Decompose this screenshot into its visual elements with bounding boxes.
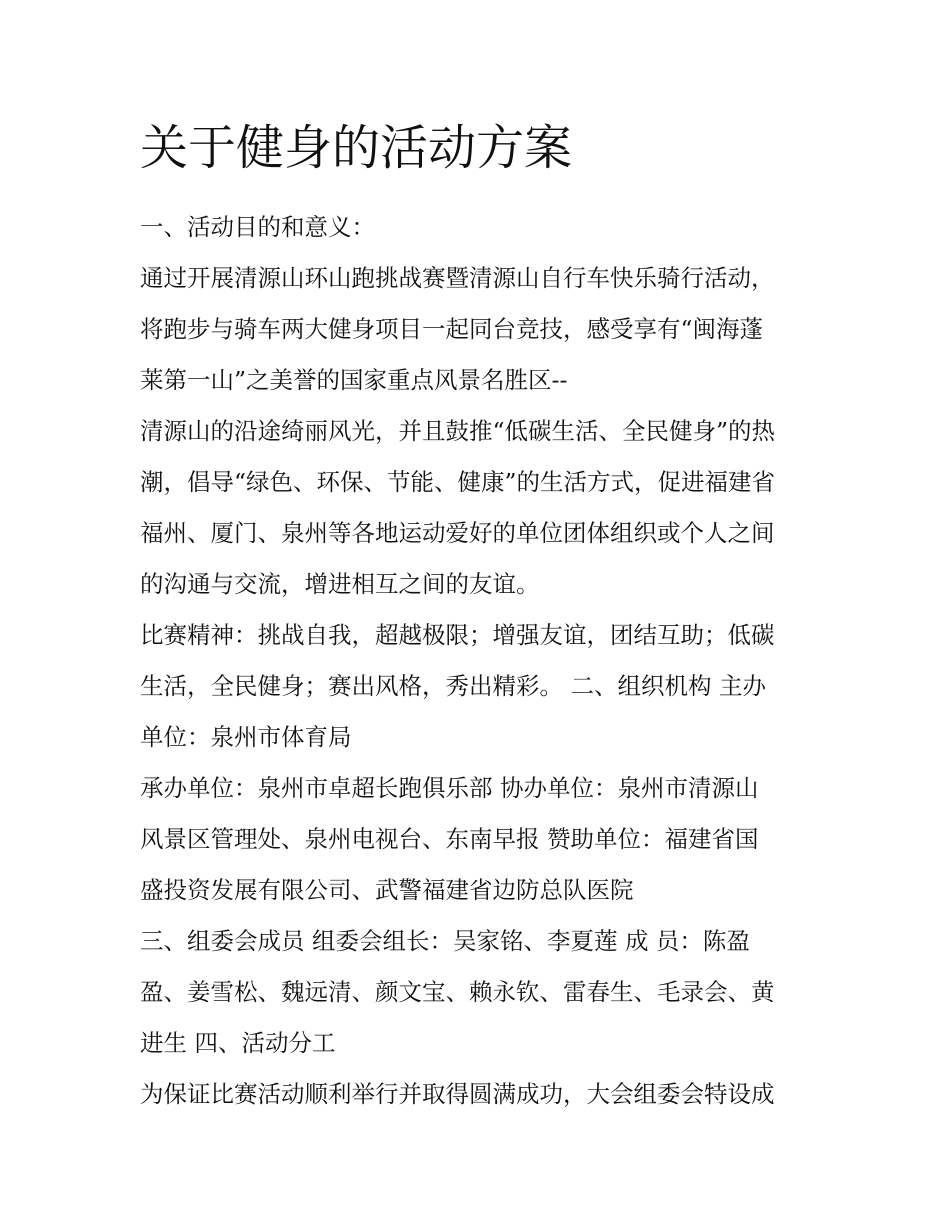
text-line: 将跑步与骑车两大健身项目一起同台竞技，感受享有“闽海蓬 bbox=[140, 315, 764, 343]
text-line: 通过开展清源山环山跑挑战赛暨清源山自行车快乐骑行活动， bbox=[140, 264, 775, 292]
text-line: 潮，倡导“绿色、环保、节能、健康”的生活方式，促进福建省 bbox=[140, 468, 776, 496]
text-line: 生活，全民健身；赛出风格，秀出精彩。 二、组织机构 主办 bbox=[140, 672, 766, 700]
text-line: 的沟通与交流，增进相互之间的友谊。 bbox=[140, 570, 540, 598]
text-line: 三、组委会成员 组委会组长：吴家铭、李夏莲 成 员：陈盈 bbox=[140, 927, 750, 955]
text-line: 为保证比赛活动顺利举行并取得圆满成功，大会组委会特设成 bbox=[140, 1080, 775, 1108]
text-line: 福州、厦门、泉州等各地运动爱好的单位团体组织或个人之间 bbox=[140, 519, 775, 547]
text-line: 一、活动目的和意义： bbox=[140, 213, 375, 241]
text-line: 比赛精神：挑战自我，超越极限；增强友谊，团结互助；低碳 bbox=[140, 621, 775, 649]
text-line: 盛投资发展有限公司、武警福建省边防总队医院 bbox=[140, 876, 634, 904]
text-line: 进生 四、活动分工 bbox=[140, 1029, 336, 1057]
text-line: 承办单位：泉州市卓超长跑俱乐部 协办单位：泉州市清源山 bbox=[140, 774, 759, 802]
text-line: 风景区管理处、泉州电视台、东南早报 赞助单位：福建省国 bbox=[140, 825, 759, 853]
text-line: 盈、姜雪松、魏远清、颜文宝、赖永钦、雷春生、毛录会、黄 bbox=[140, 978, 775, 1006]
document-title: 关于健身的活动方案 bbox=[140, 120, 573, 176]
text-line: 莱第一山”之美誉的国家重点风景名胜区-- bbox=[140, 366, 568, 394]
document-body bbox=[140, 112, 820, 1120]
text-line: 单位：泉州市体育局 bbox=[140, 723, 352, 751]
text-line: 清源山的沿途绮丽风光，并且鼓推“低碳生活、全民健身”的热 bbox=[140, 417, 776, 445]
